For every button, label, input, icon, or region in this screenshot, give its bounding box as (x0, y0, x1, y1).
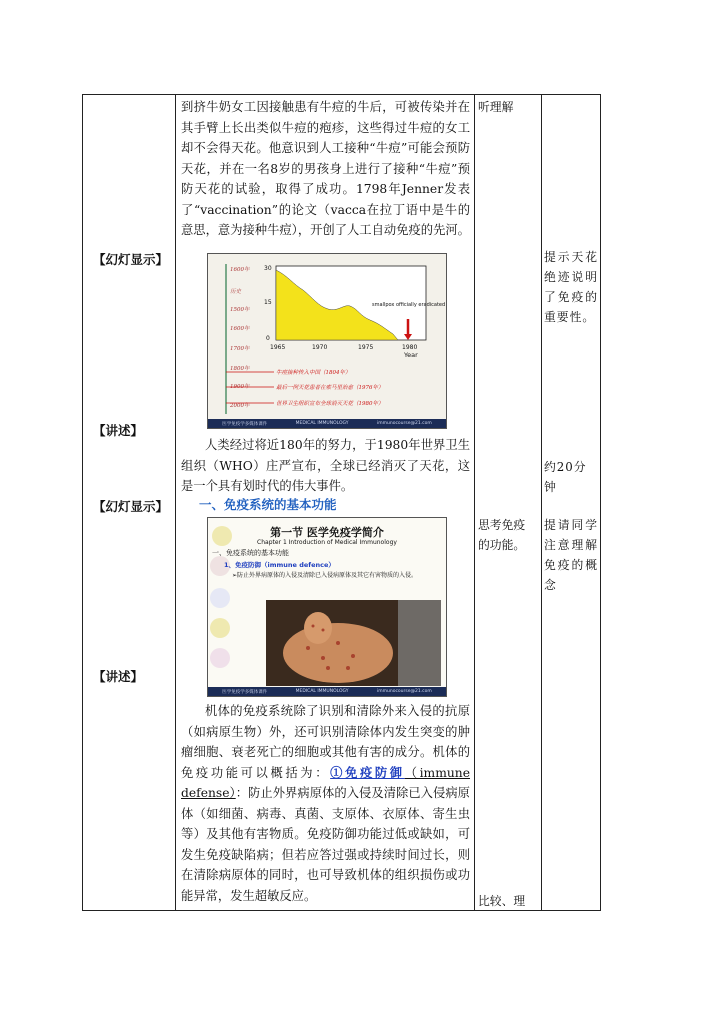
timeline-label: 1700年 (230, 346, 250, 352)
activity-listen: 听理解 (478, 100, 514, 114)
x-tick: 1970 (312, 344, 328, 351)
note-concept: 提请同学注意理解免疫的概念 (544, 518, 598, 592)
student-activity-column (474, 95, 541, 910)
x-tick: 1975 (358, 344, 374, 351)
label-slide-display: 【幻灯显示】 (93, 499, 169, 514)
notes-column (541, 95, 601, 910)
term-immune-defence: ①免疫防御 (330, 764, 405, 780)
label-column (83, 95, 175, 910)
legend-entry: 牛痘接种传入中国（1804年） (276, 370, 351, 376)
label-lecture: 【讲述】 (93, 669, 144, 684)
x-tick: 1980 (402, 344, 418, 351)
timeline-label: 1800年 (230, 366, 250, 372)
paragraph-eradication: 人类经过将近180年的努力，于1980年世界卫生组织（WHO）庄严宣布，全球已经消灭了天花，这是一个具有划时代的伟大事件。 (181, 438, 470, 493)
slide-section: 一、免疫系统的基本功能 (212, 549, 289, 557)
slide-subtitle: Chapter 1 Introduction of Medical Immunology (257, 539, 397, 546)
label-slide-display: 【幻灯显示】 (93, 252, 169, 267)
slide-smallpox-chart (207, 253, 447, 429)
slide-footer: 医学免疫学多媒体课件 MEDICAL IMMUNOLOGY immunocourse@21.com (208, 687, 446, 696)
smallpox-chart (208, 254, 446, 420)
activity-think: 思考免疫的功能。 (478, 518, 526, 552)
timeline-label: 1600年 (230, 267, 250, 273)
timeline-label: 1500年 (230, 307, 250, 313)
note-importance: 提示天花绝迹说明了免疫的重要性。 (544, 250, 598, 324)
slide-title: 第一节 医学免疫学简介 (270, 526, 384, 539)
activity-compare: 比较、理 (478, 894, 526, 908)
timeline-label: 2000年 (230, 403, 250, 409)
y-tick: 30 (264, 265, 272, 272)
y-tick: 15 (264, 299, 272, 306)
timeline-label: 1600年 (230, 326, 250, 332)
slide-immune-defence (207, 517, 447, 697)
label-lecture: 【讲述】 (93, 423, 144, 438)
x-axis-label: Year (404, 351, 418, 359)
x-tick: 1965 (270, 344, 286, 351)
y-tick: 0 (266, 335, 270, 342)
paragraph-jenner: 到挤牛奶女工因接触患有牛痘的牛后，可被传染并在其手臂上长出类似牛痘的疱疹，这些得过牛痘的女工却不会得天花。他意识到人工接种“牛痘”可能会预防天花，并在一名8岁的男孩身上进行了接种“牛痘”预防天花的试验，取得了成功。1798年Jenner发表了“vaccination”的论文（vacca在拉丁语中是牛的意思，意为接种牛痘），开创了人工自动免疫的先河。 (181, 100, 470, 237)
legend-entry: 世界卫生组织宣布全球消灭天花（1980年） (276, 401, 384, 407)
note-duration: 约20分钟 (544, 460, 587, 494)
eradication-annotation: smallpox officially eradicated (372, 302, 446, 308)
timeline-label: 历史 (230, 289, 242, 295)
slide-footer: 医学免疫学多媒体课件 MEDICAL IMMUNOLOGY immunocourse@21.com (208, 419, 446, 428)
legend-entry: 最后一例天花患者在索马里治愈（1976年） (276, 385, 384, 391)
slide-point: 1、免疫防御（immune defence） (224, 561, 335, 569)
slide-bullet: ➢防止外界病原体的入侵及清除已入侵病原体及其它有害物质的入侵。 (232, 572, 418, 579)
lesson-table (82, 94, 601, 911)
timeline-label: 1900年 (230, 384, 250, 390)
section-heading: 一、免疫系统的基本功能 (199, 497, 337, 512)
paragraph-immune-function: 机体的免疫系统除了识别和清除外来入侵的抗原（如病原生物）外，还可识别清除体内发生突变的肿瘤细胞、衰老死亡的细胞或其他有害的成分。机体的免疫功能可以概括为：①免疫防御（immune defense）：防止外界病原体的入侵及清除已入侵病原体（如细菌、病毒、真菌、支原体、衣原体、寄生虫等）及其他有害物质。免疫防御功能过低或缺如，可发生免疫缺陷病；但若应答过强或持续时间过长，则在清除病原体的同时，也可导致机体的组织损伤或功能异常，发生超敏反应。 (181, 704, 470, 903)
